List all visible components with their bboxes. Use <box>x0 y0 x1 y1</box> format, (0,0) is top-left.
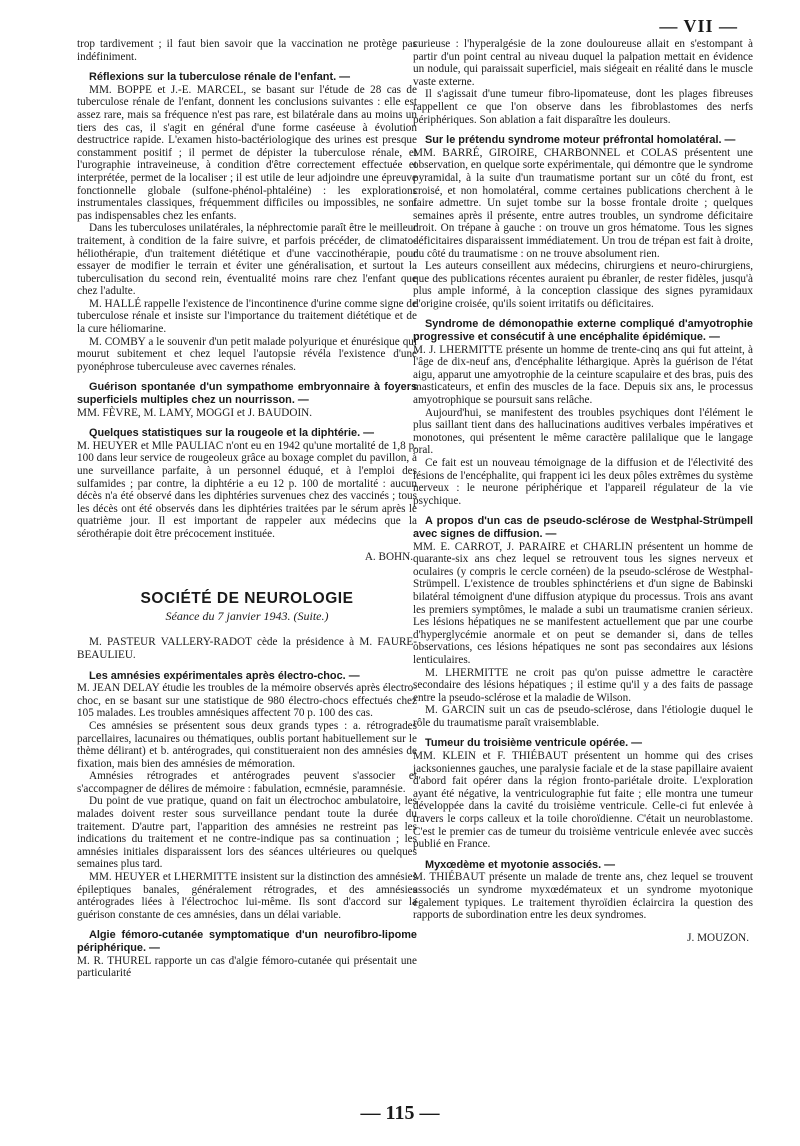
paragraph: MM. E. CARROT, J. PARAIRE et CHARLIN présentent un homme de quarante-six ans chez lequel se retrouvent tous les signes nerveux et oculaires (y compris le cercle cornéen) de la pseudo-sclérose de Westphal-Strümpell. L'existence de troubles sphinctériens et d'un signe de Babinski bilatéral témoignent d'une diffusion atypique du processus. Trois ans avant les premiers symptômes, le malade a subi un traumatisme cranien sérieux. Les lésions hépatiques ne se manifestent actuellement que par une courbe d'hyperglycémie anormale et on peut se demander si, dans de telles observations, ces lésions hépatiques ne sont pas secondaires aux lésions lenticulaires. <box>413 540 753 666</box>
paragraph: Les auteurs conseillent aux médecins, chirurgiens et neuro-chirurgiens, que des publications récentes auraient pu ébranler, de rester fidèles, jusqu'à plus ample informé, à la conception classique des signes pyramidaux d'origine croisée, qu'ils soient irritatifs ou déficitaires. <box>413 260 753 310</box>
author-signature: J. MOUZON. <box>687 931 749 944</box>
paragraph: M. GARCIN suit un cas de pseudo-sclérose, dans l'étiologie duquel le rôle du traumatisme paraît vraisemblable. <box>413 704 753 729</box>
paragraph: M. LHERMITTE ne croit pas qu'on puisse admettre le caractère secondaire des lésions hépatiques ; il estime qu'il y a des faits de passage entre la pseudo-sclérose et la maladie de Wilson. <box>413 666 753 704</box>
paragraph: M. HALLÉ rappelle l'existence de l'incontinence d'urine comme signe de tuberculose rénale et insiste sur l'importance du traitement diététique et de la cure héliomarine. <box>77 297 417 336</box>
paragraph: Du point de vue pratique, quand on fait un électrochoc ambulatoire, les malades doivent rester sous surveillance pendant toute la durée du traitement. D'autre part, l'apparition des amnésies ne restreint pas les indications du traitement et ne contre-indique pas sa continuation ; les amnésies initiales disparaissent lors des séances ultérieures ou quelques semaines plus tard. <box>77 795 417 871</box>
paragraph: Ces amnésies se présentent sous deux grands types : a. rétrogrades parcellaires, lacunaires ou thématiques, oublis portant habituellement sur le thème délirant) et b. antérogrades, qui constitueraient non des amnésies de fixation, mais bien des amnésies de mémoration. <box>77 719 417 770</box>
article-heading: Réflexions sur la tuberculose rénale de l'enfant. — <box>89 71 351 84</box>
article-heading: Guérison spontanée d'un sympathome embryonnaire à foyers superficiels multiples chez un nourrisson. — <box>77 381 417 407</box>
article-heading: Sur le prétendu syndrome moteur préfrontal homolatéral. — <box>425 134 736 147</box>
paragraph: curieuse : l'hyperalgésie de la zone douloureuse allait en s'estompant à partir d'un point central au niveau duquel la palpation mettait en évidence un nodule, qui paraissait superficiel, mais siégeait en réalité dans le muscle vaste externe. <box>413 38 753 88</box>
paragraph: MM. BOPPE et J.-E. MARCEL, se basant sur l'étude de 28 cas de tuberculose rénale de l'enfant, donnent les conclusions suivantes : elle est assez rare, mais sa fréquence n'est pas rare, est bilatérale dans au moins un tiers des cas, il s'agit en général d'une forme caséeuse à évolution destructrice rapide. L'examen histo-bactériologique des urines est presque constamment positif ; il permet de dépister la tuberculose rénale, et l'urographie intraveineuse, à condition d'être correctement effectuée et interprétée, permet de la localiser ; il est utile de leur adjoindre une épreuve fonctionnelle globale (sulfone-phénol-phtaléine) : les explorations instrumentales classiques, fréquemment difficiles ou impossibles, ne sont pas indispensables chez les enfants. <box>77 83 417 222</box>
paragraph: MM. BARRÉ, GIROIRE, CHARBONNEL et COLAS présentent une observation, en quelque sorte expérimentale, qui démontre que le syndrome pyramidal, à la suite d'un traumatisme portant sur un côté du front, est croisé, et non homolatéral, comme certaines publications cherchent à le faire admettre. Un sujet tombe sur la bosse frontale droite ; quelques semaines après il présente, entre autres troubles, un syndrome déficitaire droit. On trépane à gauche : on trouve un gros hématome. Tous les signes déficitaires disparaissent immédiatement. Un trou de trépan est fait à droite, du côté du traumatisme : on ne trouve absolument rien. <box>413 146 753 260</box>
paragraph: M. J. LHERMITTE présente un homme de trente-cinq ans qui fut atteint, à l'âge de dix-neuf ans, d'encéphalite léthargique. Après la guérison de l'état aigu, apparut une amyotrophie de la ceinture scapulaire et des bras, puis des masticateurs, et enfin des muscles de la face. Depuis six ans, le processus amyotrophique se poursuit sans relâche. <box>413 343 753 407</box>
paragraph: MM. KLEIN et F. THIÉBAUT présentent un homme qui des crises jacksoniennes gauches, une paralysie faciale et de la stase papillaire avaient d'abord fait opérer dans la région fronto-pariétale droite. L'exploration ayant été négative, la ventriculographie fut faite ; elle montra une tumeur développée dans la cavité du troisième ventricule. Celle-ci fut enlevée à travers le corps calleux et la toile choroïdienne. C'était un neuroblastome. C'est le premier cas de tumeur du troisième ventricule enlevée avec succès publié en France. <box>413 750 753 851</box>
paragraph: M. R. THUREL rapporte un cas d'algie fémoro-cutanée qui présentait une particularité <box>77 954 417 980</box>
paragraph: Dans les tuberculoses unilatérales, la néphrectomie paraît être le meilleur traitement, à condition de la faire suivre, et parfois précéder, de climato-héliothérapie, d'un traitement diététique et d'une vaccinothérapie, pour essayer de modifier le terrain et éviter une généralisation, et surtout la tuberculisation du second rein, éventualité moins rare chez l'enfant que chez l'adulte. <box>77 222 417 298</box>
paragraph: M. HEUYER et Mlle PAULIAC n'ont eu en 1942 qu'une mortalité de 1,8 p. 100 dans leur service de rougeoleux grâce au boxage complet du pavillon, à une surveillance parfaite, à un personnel éduqué, et à l'emploi des sulfamides ; par contre, la diphtérie a eu 12 p. 100 de mortalité : aucun décès n'a été observé dans les diphtéries survenues chez des vaccinés ; tous les décès ont été observés dans les diphtéries traitées par le sérum après le quatrième jour. Il est important de rappeler aux médecins que la sérothérapie doit être précocement instituée. <box>77 439 417 540</box>
article-heading: Les amnésies expérimentales après électro-choc. — <box>89 669 360 682</box>
paragraph: M. JEAN DELAY étudie les troubles de la mémoire observés après électro-choc, en se basant sur une statistique de 980 électro-chocs effectués chez 105 malades. Les troubles amnésiques affectent 70 p. 100 des cas. <box>77 682 417 720</box>
article-heading: Algie fémoro-cutanée symptomatique d'un neurofibro-lipome périphérique. — <box>77 929 417 954</box>
paragraph: Il s'agissait d'une tumeur fibro-lipomateuse, dont les plages fibreuses rappellent ce que l'on observe dans les fibroblastomes des nerfs périphériques. Son ablation a fait disparaître les douleurs. <box>413 88 753 126</box>
author-signature: A. BOHN. <box>364 550 413 563</box>
left-column <box>77 38 417 980</box>
article-heading: A propos d'un cas de pseudo-sclérose de Westphal-Strümpell avec signes de diffusion. — <box>413 515 753 540</box>
article-heading: Syndrome de démonopathie externe compliqué d'amyotrophie progressive et consécutif à une encéphalite épidémique. — <box>413 318 753 344</box>
paragraph: M. PASTEUR VALLERY-RADOT cède la présidence à M. FAURE-BEAULIEU. <box>77 636 417 661</box>
page-number: — 115 — <box>360 1102 440 1124</box>
article-heading: Tumeur du troisième ventricule opérée. — <box>425 737 643 750</box>
paragraph: Ce fait est un nouveau témoignage de la diffusion et de l'électivité des lésions de l'encéphalite, qui frappent ici les deux pôles extrêmes du système nerveux : le neurone périphérique et l'appareil régulateur de la vie psychique. <box>413 457 753 507</box>
paragraph: M. THIÉBAUT présente un malade de trente ans, chez lequel se trouvent associés un syndrome myxœdémateux et un syndrome myotonique également typiques. Le traitement thyroïdien éclaircira la question des rapports de subordination entre les deux syndromes. <box>413 871 753 922</box>
paragraph: MM. HEUYER et LHERMITTE insistent sur la distinction des amnésies épileptiques banales, généralement rétrogrades, et des amnésies antérogrades liées à l'électrochoc lui-même. Ils sont d'accord sur la guérison constante de ces amnésies, dans un délai variable. <box>77 871 417 921</box>
section-subtitle: Séance du 7 janvier 1943. (Suite.) <box>165 608 329 623</box>
article-heading: Myxœdème et myotonie associés. — <box>425 858 616 871</box>
paragraph: Amnésies rétrogrades et antérogrades peuvent s'associer et s'accompagner de délires de mémoire : fabulation, ecmnésie, paramnésie. <box>77 770 417 795</box>
article-heading: Quelques statistiques sur la rougeole et la diphtérie. — <box>89 427 375 440</box>
section-title: SOCIÉTÉ DE NEUROLOGIE <box>140 590 354 608</box>
page-header: — VII — <box>659 16 738 36</box>
paragraph: Aujourd'hui, se manifestent des troubles psychiques dont l'élément le plus saillant tient dans des hallucinations auditives verbales impératives et monotones, qui présentent le même caractère palilalique que le langage oral. <box>413 406 753 457</box>
paragraph: MM. FÈVRE, M. LAMY, MOGGI et J. BAUDOIN. <box>77 406 313 419</box>
right-column <box>413 38 753 944</box>
paragraph: M. COMBY a le souvenir d'un petit malade polyurique et énurésique qui mourut subitement et chez lequel l'autopsie révéla l'existence d'une pyonéphrose tuberculeuse avec cavernes rénales. <box>77 335 417 373</box>
paragraph: trop tardivement ; il faut bien savoir que la vaccination ne protège pas indéfiniment. <box>77 38 417 63</box>
